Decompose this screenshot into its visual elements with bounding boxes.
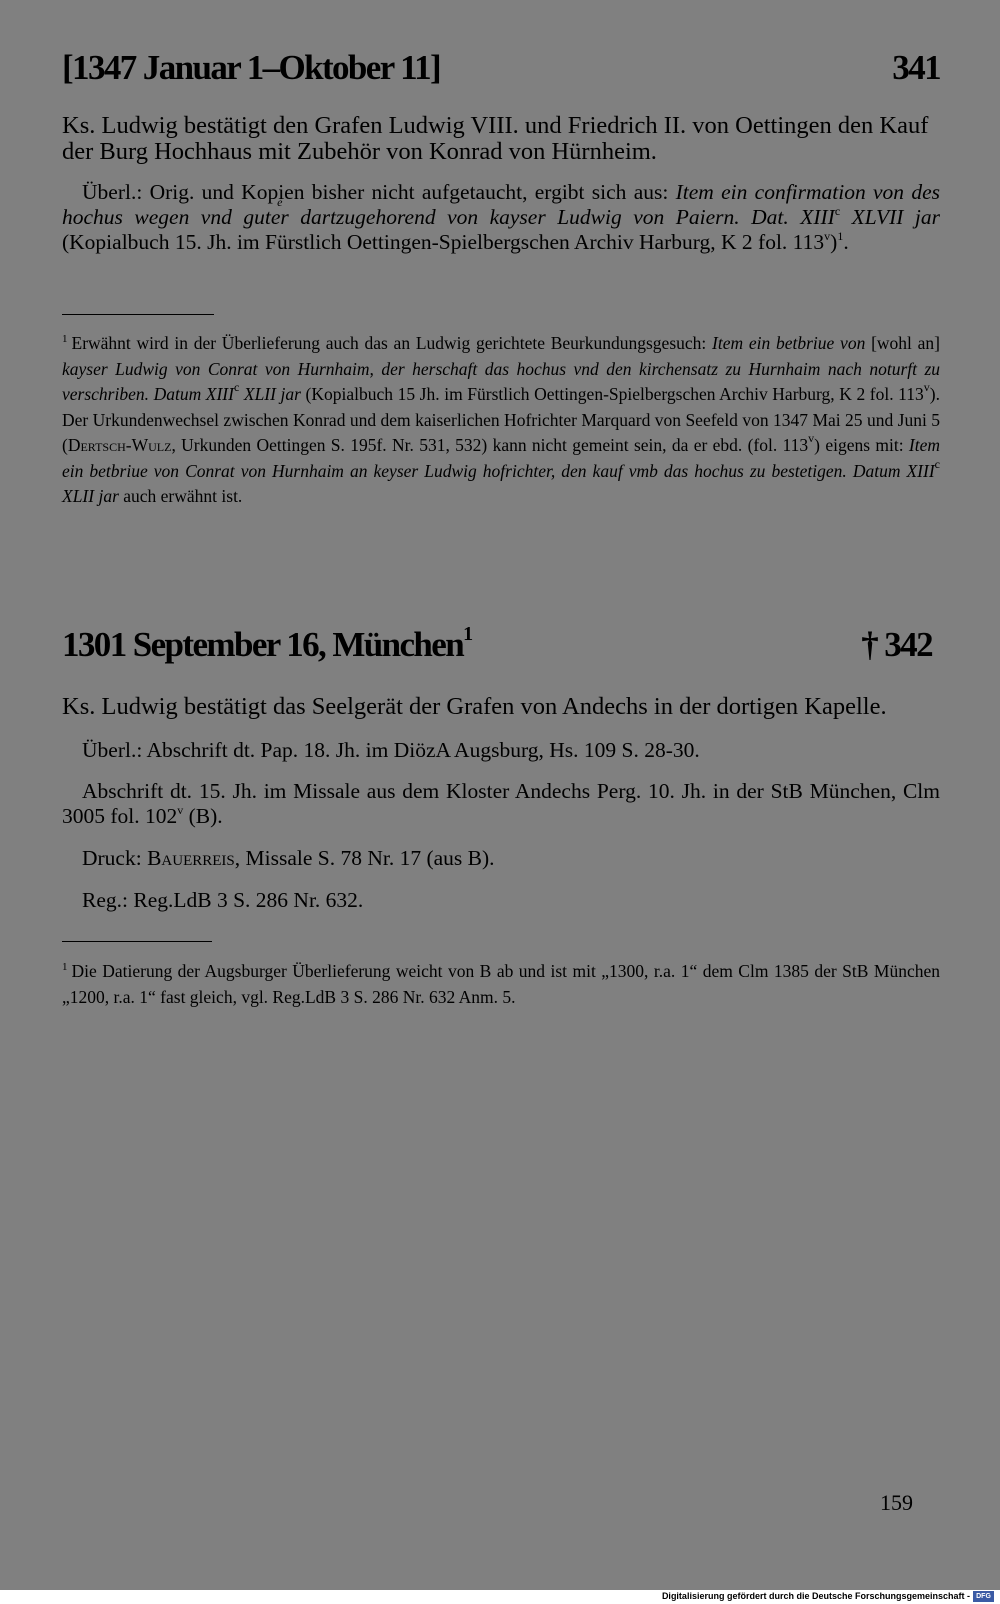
digitization-credit: Digitalisierung gefördert durch die Deutsche Forschungsgemeinschaft - (661, 1591, 970, 1601)
entry-341-header (62, 48, 940, 88)
entry-342-copy: Abschrift dt. 15. Jh. im Missale aus dem Kloster Andechs Perg. 10. Jh. in der StB München, Clm 3005 fol. 102$^v$ (B). (62, 779, 940, 828)
entry-342-date: 1301 September 16, München$^1$ (62, 623, 474, 664)
footnote-separator-2 (62, 941, 212, 942)
entry-342-tradition: Überl.: Abschrift dt. Pap. 18. Jh. im DiözA Augsburg, Hs. 109 S. 28-30. (82, 738, 700, 762)
entry-342-number: † 342 (861, 625, 932, 664)
entry-341-tradition: Überl.: Orig. und Kopien bisher nicht aufgetaucht, ergibt sich aus: Item ein confirmation von des hochus wegen vnd ge uter dartzugehorend von kayser Ludwig von Paiern. Dat. XIII$^c$ XLVII jar (Kopialbuch 15. Jh. im Fürstlich Oettingen-Spielbergschen Archiv Harburg, K 2 fol. 113$^v$)$^1$. (62, 180, 940, 255)
entry-342-header (62, 623, 932, 665)
entry-341-date: [1347 Januar 1–Oktober 11] (62, 48, 441, 87)
entry-341-footnote: $^1$ Erwähnt wird in der Überlieferung auch das an Ludwig gerichtete Beurkundungsgesuch: Item ein betbriue von [wohl an] kayser Ludwig von Conrat von Hurnhaim, der herschaft das hochus vnd den kirchensatz zu Hurnhaim nach noturft zu verschriben. Datum XIII$^c$ XLII jar (Kopialbuch 15 Jh. im Fürstlich Oettingen-Spielbergschen Archiv Harburg, K 2 fol. 113$^v$). Der Urkundenwechsel zwischen Konrad und dem kaiserlichen Hofrichter Marquard von Seefeld von 1347 Mai 25 und Juni 5 (Dertsch-Wulz, Urkunden Oettingen S. 195f. Nr. 531, 532) kann nicht gemeint sein, da er ebd. (fol. 113$^v$) eigens mit: Item ein betbriue von Conrat von Hurnhaim an keyser Ludwig hofrichter, den kauf vmb das hochus zu bestetigen. Datum XIII$^c$ XLII jar auch erwähnt ist. (62, 333, 941, 506)
entry-341-number: 341 (892, 48, 940, 87)
entry-342-reg: Reg.: Reg.LdB 3 S. 286 Nr. 632. (82, 888, 364, 912)
entry-342-footnote: $^1$ Die Datierung der Augsburger Überlieferung weicht von B ab und ist mit „1300, r.a. 1“ dem Clm 1385 der StB München „1200, r.a. 1“ fast gleich, vgl. Reg.LdB 3 S. 286 Nr. 632 Anm. 5. (62, 961, 940, 1007)
page-number: 159 (880, 1490, 913, 1515)
dfg-logo: DFG (973, 1591, 994, 1602)
entry-341-summary: Ks. Ludwig bestätigt den Grafen Ludwig VIII. und Friedrich II. von Oettingen den Kauf der Burg Hochhaus mit Zubehör von Konrad von Hürnheim. (62, 112, 929, 165)
entry-342-print: Druck: Bauerreis, Missale S. 78 Nr. 17 (aus B). (82, 846, 495, 870)
footnote-separator (62, 314, 214, 315)
entry-342-summary: Ks. Ludwig bestätigt das Seelgerät der Grafen von Andechs in der dortigen Kapelle. (62, 693, 887, 720)
